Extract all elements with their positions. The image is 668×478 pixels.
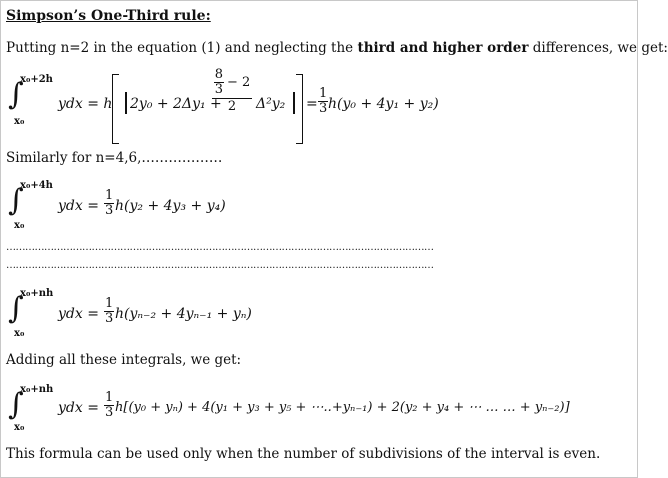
one-third: $\frac{1}{3}$ [105,188,114,218]
ellipsis-line: ……………………………………………………………………………………………………………………… [6,260,434,271]
intro-before: Putting n=2 in the equation (1) and neglecting the [6,40,358,56]
integral-sign: ∫ [8,387,24,422]
eq1-term-a: 2y₀ + 2Δy₁ + [130,96,222,112]
upper-limit: x₀+2h [20,74,53,85]
upper-limit: x₀+nh [20,384,54,395]
eq1-lhs: ydx = h [58,96,113,112]
lower-limit: x₀ [14,328,25,339]
intro-after: differences, we get: [528,40,668,56]
eq1-rhs: h(y₀ + 4y₁ + y₂) [328,96,439,112]
one-third: $\frac{1}{3}$ [105,390,114,420]
one-third: $\frac{1}{3}$ [319,86,328,116]
left-bracket [112,74,119,144]
integral-sign: ∫ [8,183,24,218]
right-bar [293,92,295,114]
eq3-lhs: ydx = [58,306,99,322]
one-third: $\frac{1}{3}$ [105,296,114,326]
conclusion-line: This formula can be used only when the number of subdivisions of the interval is even. [6,446,601,462]
inner-frac-83: $\frac{8}{3}$ [214,67,223,97]
eq-sign: = [306,96,318,112]
eq3-rhs: h(yₙ₋₂ + 4yₙ₋₁ + yₙ) [115,306,252,322]
right-bracket [296,74,303,144]
adding-line: Adding all these integrals, we get: [6,352,242,368]
upper-limit: x₀+nh [20,288,54,299]
intro-bold: third and higher order [357,40,529,56]
eq1-term-b: Δ²y₂ [256,96,286,112]
lower-limit: x₀ [14,220,25,231]
section-heading: Simpson’s One-Third rule: [6,8,211,24]
lower-limit: x₀ [14,422,25,433]
lower-limit: x₀ [14,116,25,127]
similarly-line: Similarly for n=4,6,……………… [6,150,223,166]
intro-paragraph [6,40,668,56]
integral-sign: ∫ [8,77,24,112]
eq2-lhs: ydx = [58,198,99,214]
eq4-rhs: h[(y₀ + yₙ) + 4(y₁ + y₃ + y₅ + ⋯..+yₙ₋₁) + 2(y₂ + y₄ + ⋯ … … + yₙ₋₂)] [115,400,570,415]
eq2-rhs: h(y₂ + 4y₃ + y₄) [115,198,226,214]
ellipsis-line: ……………………………………………………………………………………………………………………… [6,242,434,253]
left-bar [125,92,127,114]
upper-limit: x₀+4h [20,180,53,191]
inner-fraction: $\frac{8}{3}$ − 2 2 [212,68,252,114]
eq4-lhs: ydx = [58,400,99,416]
integral-sign: ∫ [8,291,24,326]
